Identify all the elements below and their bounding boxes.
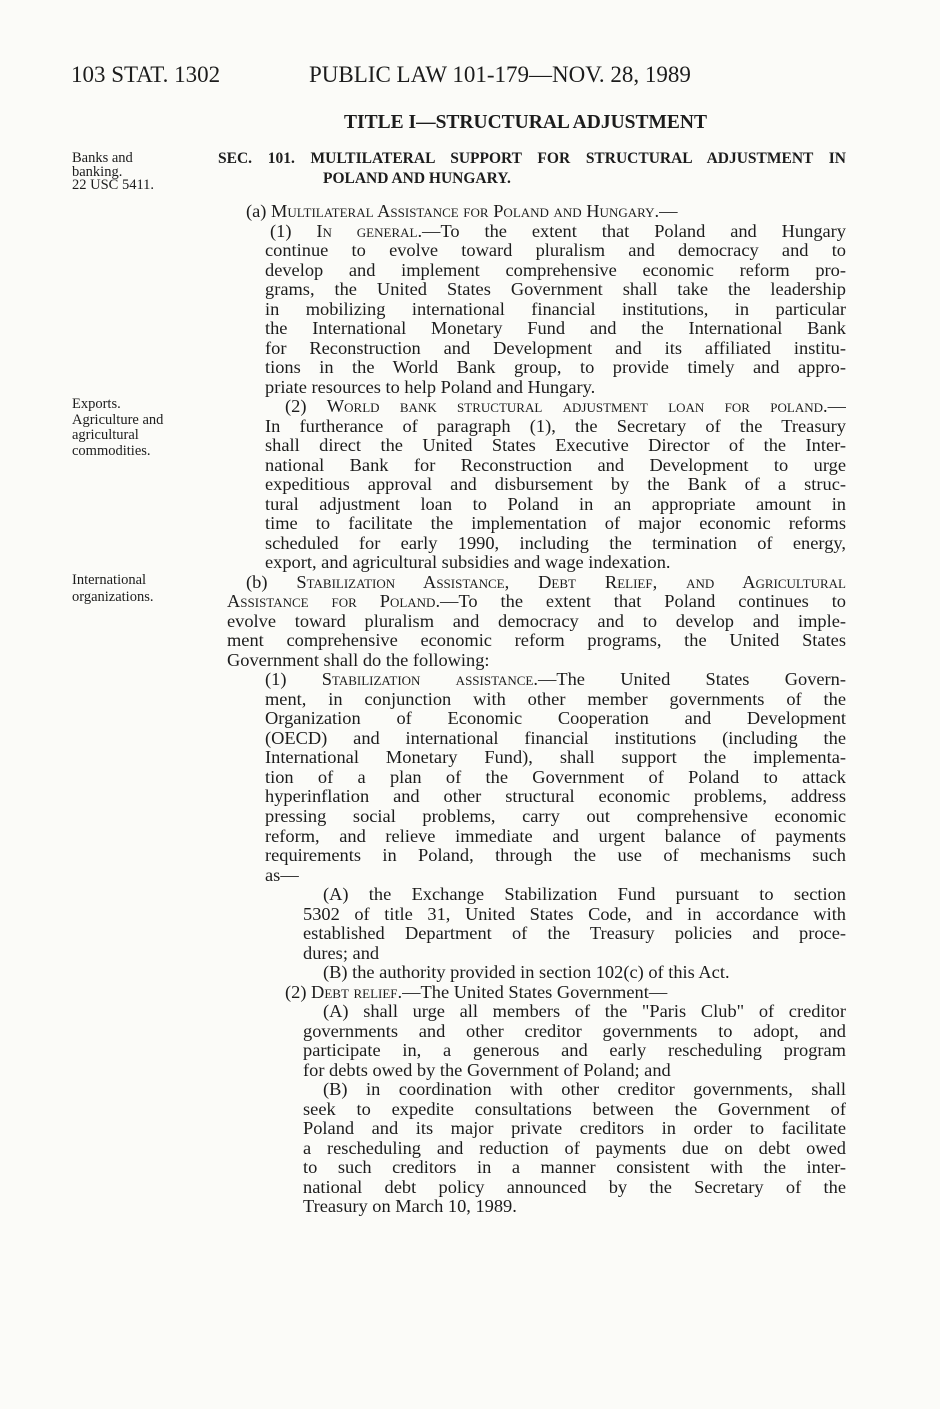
text-line: 5302 of title 31, United States Code, and in accordance with (303, 904, 846, 924)
text-line: continue to evolve toward pluralism and democracy and to (265, 241, 846, 261)
text-line (227, 592, 846, 612)
paragraph-heading: Debt relief (311, 981, 398, 1002)
text-run: .—The United States Govern- (533, 670, 846, 690)
text-line: as— (265, 864, 299, 885)
section-body (0, 202, 940, 1217)
text-line: time to facilitate the implementation of major economic reforms (265, 514, 846, 534)
paragraph (0, 222, 940, 398)
margin-note-line: Exports. (72, 396, 121, 412)
text-line: evolve toward pluralism and democracy and to develop and imple- (227, 611, 846, 631)
text-line: in mobilizing international financial institutions, in particular (265, 299, 846, 319)
text-line: tural adjustment loan to Poland in an appropriate amount in (265, 494, 846, 514)
paragraph-heading: Stabilization assistance (321, 670, 534, 690)
paragraph (0, 670, 940, 885)
text-line: grams, the United States Government shall take the leadership (265, 280, 846, 300)
text-run: .— (654, 201, 678, 221)
page-stat-citation: 103 STAT. 1302 (71, 62, 221, 87)
text-line: Organization of Economic Cooperation and Development (265, 709, 846, 729)
text-line: expeditious approval and disbursement by the Bank of a struc- (265, 475, 846, 495)
text-line: scheduled for early 1990, including the termination of energy, (265, 533, 846, 553)
text-run: .—The United States Government— (397, 981, 668, 1002)
text-line: ment comprehensive economic reform programs, the United States (227, 631, 846, 651)
text-line: develop and implement comprehensive economic reform pro- (265, 260, 846, 280)
paragraph-heading: World bank structural adjustment loan for poland (326, 397, 823, 417)
text-line: (B) the authority provided in section 102(c) of this Act. (323, 962, 730, 983)
text-line: to such creditors in a manner consistent with the inter- (303, 1158, 846, 1178)
text-run: (2) (285, 981, 312, 1002)
margin-note-banks (72, 152, 154, 193)
text-line: shall direct the United States Executive Director of the Inter- (265, 436, 846, 456)
text-line: export, and agricultural subsidies and wage indexation. (265, 552, 671, 573)
text-line: governments and other creditor governments to adopt, and (303, 1021, 846, 1041)
text-run: (2) (285, 397, 327, 417)
text-line: Poland and its major private creditors in order to facilitate (303, 1119, 846, 1139)
running-head-public-law: PUBLIC LAW 101-179—NOV. 28, 1989 (309, 62, 691, 87)
text-line: requirements in Poland, through the use of mechanisms such (265, 846, 846, 866)
text-run: .—To the extent that Poland and Hungary (417, 221, 846, 241)
margin-note-line: commodities. (72, 442, 151, 459)
paragraph (0, 202, 940, 222)
text-line (246, 573, 846, 593)
text-line: dures; and (303, 942, 380, 963)
text-line: tions in the World Bank group, to provide timely and appro- (265, 358, 846, 378)
text-line (246, 202, 846, 222)
margin-note-line: 22 USC 5411. (72, 177, 155, 193)
margin-note-line: banking. (72, 163, 123, 180)
paragraph (0, 573, 940, 671)
text-line: the International Monetary Fund and the International Bank (265, 319, 846, 339)
text-line: In furtherance of paragraph (1), the Secretary of the Treasury (265, 416, 846, 436)
margin-note-line: organizations. (72, 589, 154, 605)
text-line: International Monetary Fund), shall support the implementa- (265, 748, 846, 768)
text-line: ment, in conjunction with other member governments of the (265, 689, 846, 709)
text-line: tion of a plan of the Government of Poland to attack (265, 767, 846, 787)
text-run: .—To the extent that Poland continues to (435, 592, 846, 612)
text-line: participate in, a generous and early rescheduling program (303, 1041, 846, 1061)
margin-note-line: Agriculture and (72, 411, 164, 428)
text-line: reform, and relieve immediate and urgent balance of payments (265, 826, 846, 846)
text-line: national Bank for Reconstruction and Development to urge (265, 455, 846, 475)
text-line: for debts owed by the Government of Poland; and (303, 1059, 671, 1080)
text-line: Treasury on March 10, 1989. (303, 1196, 517, 1217)
paragraph-heading: In general (316, 221, 418, 241)
text-line: (B) in coordination with other creditor governments, shall (323, 1080, 846, 1100)
text-line: (A) shall urge all members of the "Paris Club" of creditor (323, 1002, 846, 1022)
text-line: established Department of the Treasury policies and proce- (303, 924, 846, 944)
text-line: for Reconstruction and Development and its affiliated institu- (265, 338, 846, 358)
paragraph-heading: Stabilization Assistance, Debt Relief, and Agricultural (296, 572, 846, 592)
text-line: priate resources to help Poland and Hungary. (265, 376, 596, 397)
text-line: (OECD) and international financial institutions (including the (265, 728, 846, 748)
paragraph (0, 885, 940, 963)
paragraph (0, 963, 940, 983)
text-line: pressing social problems, carry out comprehensive economic (265, 806, 846, 826)
text-line: national debt policy announced by the Secretary of the (303, 1177, 846, 1197)
section-heading-line-2: POLAND AND HUNGARY. (323, 170, 511, 187)
paragraph (0, 983, 940, 1003)
text-run: (1) (270, 221, 317, 241)
paragraph (0, 1080, 940, 1217)
title-heading: TITLE I—STRUCTURAL ADJUSTMENT (344, 112, 708, 133)
text-line (265, 670, 846, 690)
text-line: a rescheduling and reduction of payments due on debt owed (303, 1138, 846, 1158)
margin-note-line: International (72, 572, 147, 588)
paragraph (0, 397, 940, 573)
margin-note-line: agricultural (72, 427, 139, 443)
margin-note-line: Banks and (72, 150, 133, 166)
text-run: (b) (246, 572, 297, 592)
text-line (285, 983, 846, 1003)
text-line (285, 397, 846, 417)
text-line: Government shall do the following: (227, 649, 490, 670)
text-line (270, 222, 846, 242)
text-line: (A) the Exchange Stabilization Fund pursuant to section (323, 885, 846, 905)
paragraph-heading: Multilateral Assistance for Poland and Hungary (271, 201, 655, 221)
paragraph-heading: Assistance for Poland (227, 592, 436, 612)
text-line: hyperinflation and other structural economic problems, address (265, 787, 846, 807)
text-run: (1) (265, 670, 322, 690)
text-run: .— (823, 397, 846, 417)
text-run: (a) (246, 201, 272, 221)
paragraph (0, 1002, 940, 1080)
section-heading-line-1: SEC. 101. MULTILATERAL SUPPORT FOR STRUCTURAL ADJUSTMENT IN (218, 150, 846, 167)
text-line: seek to expedite consultations between the Government of (303, 1099, 846, 1119)
